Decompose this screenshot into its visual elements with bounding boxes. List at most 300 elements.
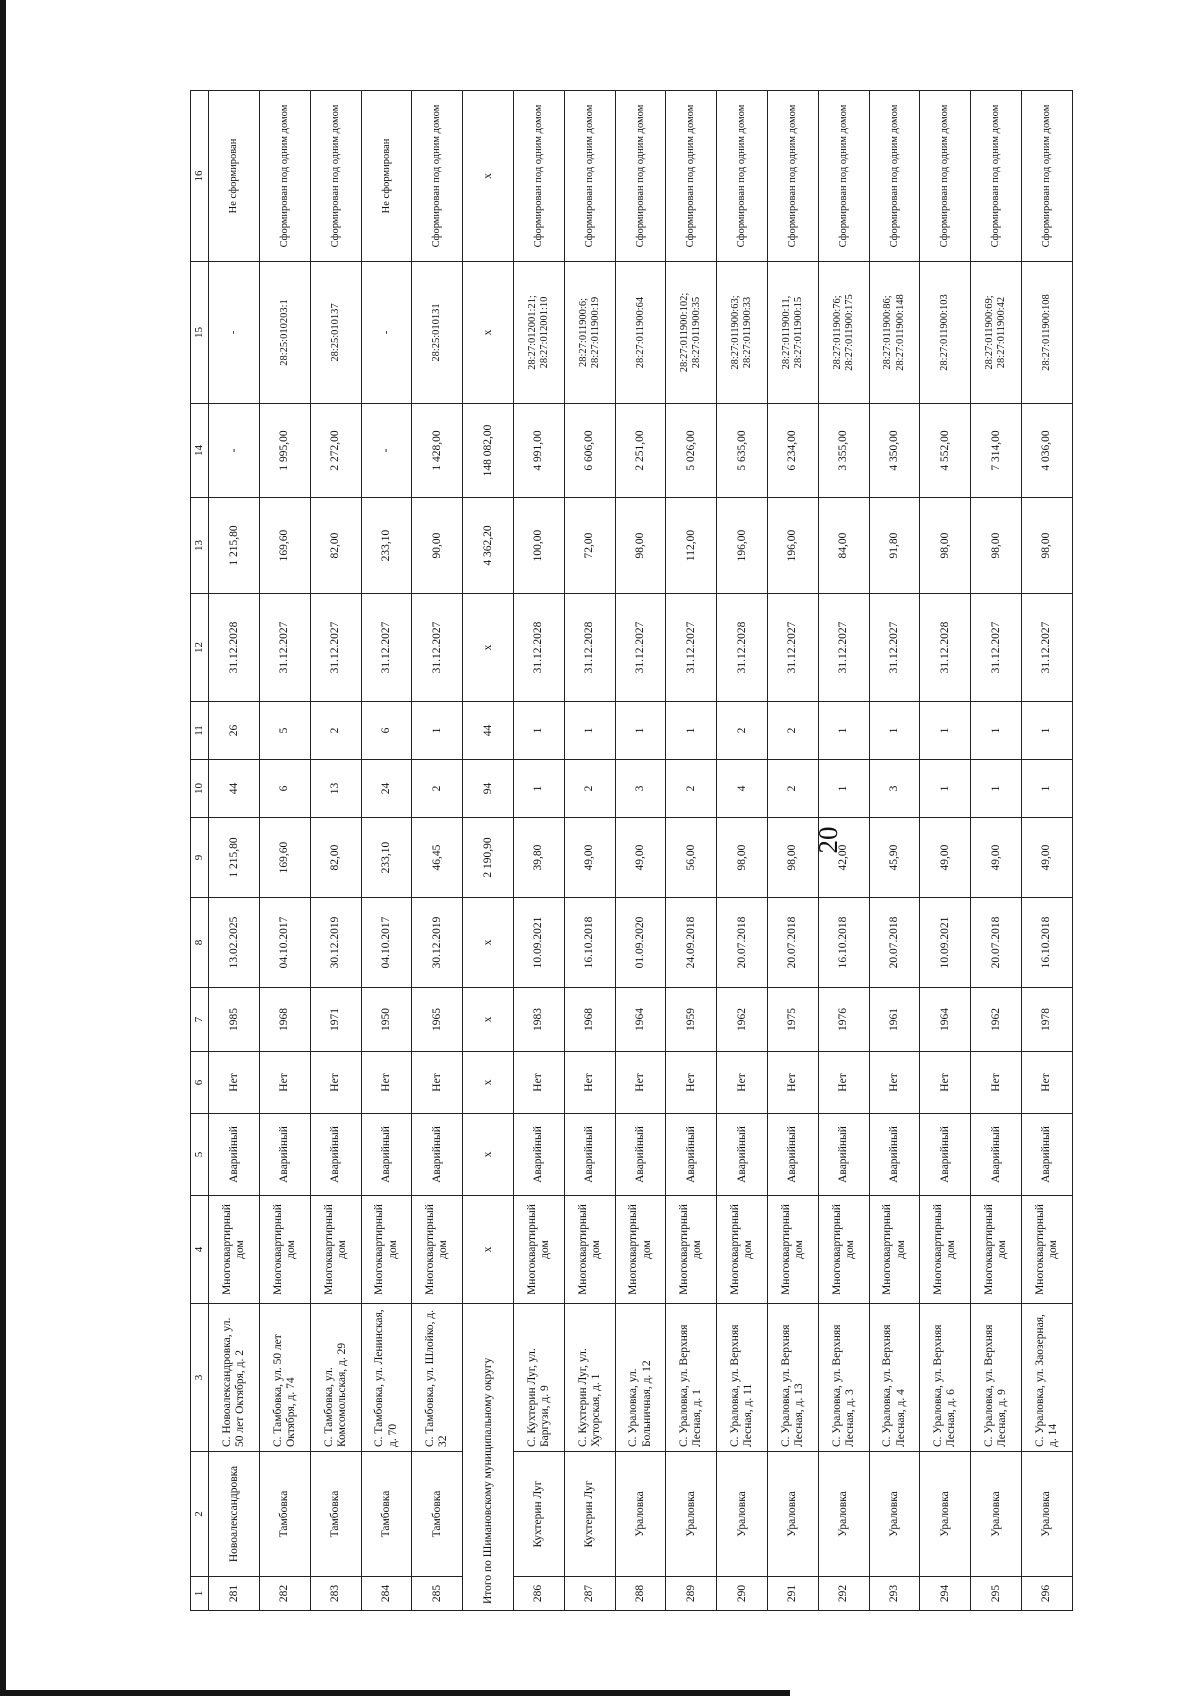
date-cell: 20.07.2018 — [869, 898, 920, 988]
rotated-table-frame — [190, 95, 1073, 1611]
table-row — [615, 91, 666, 1611]
col13-cell: 98,00 — [920, 498, 971, 594]
status-cell: Аварийный — [1022, 1114, 1073, 1196]
subtotal-col16-cell: x — [463, 91, 514, 262]
row-number-cell: 286 — [514, 1577, 565, 1611]
year-cell: 1965 — [412, 988, 463, 1052]
date-cell: 01.09.2020 — [615, 898, 666, 988]
settlement-cell: Ураловка — [869, 1452, 920, 1577]
row-number-cell: 281 — [209, 1577, 260, 1611]
deadline-cell: 31.12.2027 — [615, 594, 666, 702]
address-cell: С. Ураловка, ул. Заозерная, д. 14 — [1022, 1304, 1073, 1452]
address-cell: С. Ураловка, ул. Больничная, д. 12 — [615, 1304, 666, 1452]
row-number-cell: 291 — [768, 1577, 819, 1611]
house-type-cell: Многоквартирный дом — [564, 1196, 615, 1304]
house-type-cell: Многоквартирный дом — [615, 1196, 666, 1304]
column-number-5: 5 — [191, 1114, 209, 1196]
subtotal-col5-cell: x — [463, 1114, 514, 1196]
subtotal-col7-cell: x — [463, 988, 514, 1052]
address-cell: С. Кухтерин Луг, ул. Баргузи, д. 9 — [514, 1304, 565, 1452]
house-type-cell: Многоквартирный дом — [869, 1196, 920, 1304]
settlement-cell: Ураловка — [1022, 1452, 1073, 1577]
col13-cell: 98,00 — [1022, 498, 1073, 594]
area-cell: 98,00 — [768, 818, 819, 898]
subtotal-col11-cell: 44 — [463, 702, 514, 760]
col10-cell: 2 — [564, 760, 615, 818]
subtotal-col6-cell: x — [463, 1052, 514, 1114]
subtotal-label: Итого по Шимановскому муниципальному округу — [463, 1304, 514, 1611]
year-cell: 1968 — [260, 988, 311, 1052]
year-cell: 1962 — [717, 988, 768, 1052]
date-cell: 20.07.2018 — [717, 898, 768, 988]
cadastral-cell: 28:27:011900:102; 28:27:011900:35 — [666, 262, 717, 404]
subtotal-col9-cell: 2 190,90 — [463, 818, 514, 898]
col13-cell: 90,00 — [412, 498, 463, 594]
deadline-cell: 31.12.2027 — [666, 594, 717, 702]
area-cell: 169,60 — [260, 818, 311, 898]
date-cell: 10.09.2021 — [514, 898, 565, 988]
land-area-cell: 4 991,00 — [514, 404, 565, 498]
year-cell: 1978 — [1022, 988, 1073, 1052]
col6-cell: Нет — [717, 1052, 768, 1114]
date-cell: 16.10.2018 — [564, 898, 615, 988]
land-status-cell: Сформирован под одним домом — [920, 91, 971, 262]
cadastral-cell: 28:25:010203:1 — [260, 262, 311, 404]
cadastral-cell: 28:27:011900:108 — [1022, 262, 1073, 404]
col11-cell: 1 — [971, 702, 1022, 760]
row-number-cell: 290 — [717, 1577, 768, 1611]
col6-cell: Нет — [514, 1052, 565, 1114]
address-cell: С. Ураловка, ул. Верхняя Лесная, д. 6 — [920, 1304, 971, 1452]
settlement-cell: Новоалександровка — [209, 1452, 260, 1577]
settlement-cell: Тамбовка — [260, 1452, 311, 1577]
land-area-cell: - — [361, 404, 412, 498]
land-area-cell: 2 272,00 — [310, 404, 361, 498]
deadline-cell: 31.12.2028 — [564, 594, 615, 702]
land-area-cell: 4 036,00 — [1022, 404, 1073, 498]
col6-cell: Нет — [768, 1052, 819, 1114]
date-cell: 04.10.2017 — [260, 898, 311, 988]
address-cell: С. Новоалександровка, ул. 50 лет Октября, д. 2 — [209, 1304, 260, 1452]
col10-cell: 1 — [514, 760, 565, 818]
year-cell: 1985 — [209, 988, 260, 1052]
date-cell: 20.07.2018 — [971, 898, 1022, 988]
settlement-cell: Ураловка — [615, 1452, 666, 1577]
status-cell: Аварийный — [564, 1114, 615, 1196]
col10-cell: 6 — [260, 760, 311, 818]
date-cell: 30.12.2019 — [412, 898, 463, 988]
col11-cell: 5 — [260, 702, 311, 760]
col10-cell: 3 — [615, 760, 666, 818]
house-type-cell: Многоквартирный дом — [717, 1196, 768, 1304]
land-area-cell: 3 355,00 — [818, 404, 869, 498]
column-number-8: 8 — [191, 898, 209, 988]
table-row — [971, 91, 1022, 1611]
house-type-cell: Многоквартирный дом — [310, 1196, 361, 1304]
deadline-cell: 31.12.2027 — [869, 594, 920, 702]
column-number-14: 14 — [191, 404, 209, 498]
address-cell: С. Ураловка, ул. Верхняя Лесная, д. 1 — [666, 1304, 717, 1452]
land-area-cell: 4 350,00 — [869, 404, 920, 498]
col10-cell: 1 — [971, 760, 1022, 818]
col11-cell: 1 — [514, 702, 565, 760]
deadline-cell: 31.12.2028 — [514, 594, 565, 702]
area-cell: 49,00 — [1022, 818, 1073, 898]
land-status-cell: Сформирован под одним домом — [869, 91, 920, 262]
address-cell: С. Тамбовка, ул. Шлойко, д. 32 — [412, 1304, 463, 1452]
status-cell: Аварийный — [514, 1114, 565, 1196]
col6-cell: Нет — [564, 1052, 615, 1114]
status-cell: Аварийный — [971, 1114, 1022, 1196]
col13-cell: 169,60 — [260, 498, 311, 594]
house-type-cell: Многоквартирный дом — [818, 1196, 869, 1304]
header-row — [191, 91, 209, 1611]
subtotal-col13-cell: 4 362,20 — [463, 498, 514, 594]
col10-cell: 13 — [310, 760, 361, 818]
table-row — [209, 91, 260, 1611]
subtotal-row — [463, 91, 514, 1611]
col10-cell: 4 — [717, 760, 768, 818]
col13-cell: 1 215,80 — [209, 498, 260, 594]
date-cell: 30.12.2019 — [310, 898, 361, 988]
land-area-cell: 1 995,00 — [260, 404, 311, 498]
land-area-cell: - — [209, 404, 260, 498]
date-cell: 16.10.2018 — [1022, 898, 1073, 988]
land-area-cell: 6 234,00 — [768, 404, 819, 498]
col6-cell: Нет — [209, 1052, 260, 1114]
address-cell: С. Тамбовка, ул. Ленинская, д. 70 — [361, 1304, 412, 1452]
column-number-10: 10 — [191, 760, 209, 818]
deadline-cell: 31.12.2027 — [361, 594, 412, 702]
col11-cell: 1 — [412, 702, 463, 760]
column-number-12: 12 — [191, 594, 209, 702]
column-number-6: 6 — [191, 1052, 209, 1114]
settlement-cell: Ураловка — [666, 1452, 717, 1577]
deadline-cell: 31.12.2027 — [971, 594, 1022, 702]
date-cell: 04.10.2017 — [361, 898, 412, 988]
col10-cell: 1 — [1022, 760, 1073, 818]
table-row — [920, 91, 971, 1611]
deadline-cell: 31.12.2028 — [209, 594, 260, 702]
settlement-cell: Ураловка — [717, 1452, 768, 1577]
address-cell: С. Ураловка, ул. Верхняя Лесная, д. 9 — [971, 1304, 1022, 1452]
col11-cell: 1 — [564, 702, 615, 760]
land-area-cell: 1 428,00 — [412, 404, 463, 498]
area-cell: 39,80 — [514, 818, 565, 898]
land-area-cell: 2 251,00 — [615, 404, 666, 498]
area-cell: 98,00 — [717, 818, 768, 898]
column-number-13: 13 — [191, 498, 209, 594]
house-type-cell: Многоквартирный дом — [768, 1196, 819, 1304]
year-cell: 1964 — [920, 988, 971, 1052]
col6-cell: Нет — [260, 1052, 311, 1114]
year-cell: 1983 — [514, 988, 565, 1052]
table-row — [514, 91, 565, 1611]
land-status-cell: Сформирован под одним домом — [971, 91, 1022, 262]
address-cell: С. Тамбовка, ул. 50 лет Октября, д. 74 — [260, 1304, 311, 1452]
column-number-9: 9 — [191, 818, 209, 898]
status-cell: Аварийный — [412, 1114, 463, 1196]
land-area-cell: 4 552,00 — [920, 404, 971, 498]
cadastral-cell: 28:27:011900:64 — [615, 262, 666, 404]
cadastral-cell: 28:27:011900:86; 28:27:011900:148 — [869, 262, 920, 404]
area-cell: 233,10 — [361, 818, 412, 898]
col6-cell: Нет — [971, 1052, 1022, 1114]
deadline-cell: 31.12.2027 — [412, 594, 463, 702]
land-area-cell: 7 314,00 — [971, 404, 1022, 498]
area-cell: 45,90 — [869, 818, 920, 898]
col10-cell: 3 — [869, 760, 920, 818]
year-cell: 1971 — [310, 988, 361, 1052]
col11-cell: 2 — [310, 702, 361, 760]
address-cell: С. Ураловка, ул. Верхняя Лесная, д. 11 — [717, 1304, 768, 1452]
table-container — [190, 95, 1073, 1611]
year-cell: 1962 — [971, 988, 1022, 1052]
land-area-cell: 5 635,00 — [717, 404, 768, 498]
status-cell: Аварийный — [260, 1114, 311, 1196]
col13-cell: 196,00 — [768, 498, 819, 594]
date-cell: 24.09.2018 — [666, 898, 717, 988]
column-number-15: 15 — [191, 262, 209, 404]
table-row — [666, 91, 717, 1611]
land-status-cell: Сформирован под одним домом — [514, 91, 565, 262]
land-status-cell: Сформирован под одним домом — [310, 91, 361, 262]
column-number-2: 2 — [191, 1452, 209, 1577]
land-status-cell: Сформирован под одним домом — [666, 91, 717, 262]
land-status-cell: Сформирован под одним домом — [1022, 91, 1073, 262]
col13-cell: 112,00 — [666, 498, 717, 594]
col11-cell: 1 — [818, 702, 869, 760]
deadline-cell: 31.12.2027 — [1022, 594, 1073, 702]
row-number-cell: 295 — [971, 1577, 1022, 1611]
col6-cell: Нет — [615, 1052, 666, 1114]
scan-edge-left — [0, 0, 6, 1696]
area-cell: 49,00 — [971, 818, 1022, 898]
house-type-cell: Многоквартирный дом — [209, 1196, 260, 1304]
subtotal-col10-cell: 94 — [463, 760, 514, 818]
status-cell: Аварийный — [615, 1114, 666, 1196]
col6-cell: Нет — [412, 1052, 463, 1114]
col11-cell: 26 — [209, 702, 260, 760]
col13-cell: 100,00 — [514, 498, 565, 594]
col6-cell: Нет — [818, 1052, 869, 1114]
row-number-cell: 285 — [412, 1577, 463, 1611]
area-cell: 1 215,80 — [209, 818, 260, 898]
house-type-cell: Многоквартирный дом — [1022, 1196, 1073, 1304]
table-row — [869, 91, 920, 1611]
column-number-3: 3 — [191, 1304, 209, 1452]
area-cell: 56,00 — [666, 818, 717, 898]
col13-cell: 98,00 — [971, 498, 1022, 594]
year-cell: 1968 — [564, 988, 615, 1052]
land-status-cell: Сформирован под одним домом — [818, 91, 869, 262]
col10-cell: 24 — [361, 760, 412, 818]
cadastral-cell: - — [209, 262, 260, 404]
house-type-cell: Многоквартирный дом — [361, 1196, 412, 1304]
col10-cell: 2 — [412, 760, 463, 818]
col11-cell: 2 — [717, 702, 768, 760]
subtotal-col14-cell: 148 082,00 — [463, 404, 514, 498]
settlement-cell: Кухтерин Луг — [564, 1452, 615, 1577]
settlement-cell: Кухтерин Луг — [514, 1452, 565, 1577]
house-type-cell: Многоквартирный дом — [514, 1196, 565, 1304]
status-cell: Аварийный — [869, 1114, 920, 1196]
settlement-cell: Тамбовка — [361, 1452, 412, 1577]
cadastral-cell: 28:25:010131 — [412, 262, 463, 404]
date-cell: 13.02.2025 — [209, 898, 260, 988]
table-row — [361, 91, 412, 1611]
col6-cell: Нет — [869, 1052, 920, 1114]
area-cell: 82,00 — [310, 818, 361, 898]
land-status-cell: Не сформирован — [361, 91, 412, 262]
row-number-cell: 287 — [564, 1577, 615, 1611]
row-number-cell: 292 — [818, 1577, 869, 1611]
col10-cell: 2 — [768, 760, 819, 818]
settlement-cell: Тамбовка — [412, 1452, 463, 1577]
table-row — [768, 91, 819, 1611]
col11-cell: 1 — [920, 702, 971, 760]
row-number-cell: 283 — [310, 1577, 361, 1611]
cadastral-cell: 28:27:011900:6; 28:27:011900:19 — [564, 262, 615, 404]
cadastral-cell: 28:27:012001:21; 28:27:012001:10 — [514, 262, 565, 404]
col11-cell: 1 — [666, 702, 717, 760]
column-number-11: 11 — [191, 702, 209, 760]
year-cell: 1950 — [361, 988, 412, 1052]
status-cell: Аварийный — [361, 1114, 412, 1196]
col11-cell: 2 — [768, 702, 819, 760]
subtotal-col12-cell: x — [463, 594, 514, 702]
deadline-cell: 31.12.2027 — [818, 594, 869, 702]
deadline-cell: 31.12.2027 — [768, 594, 819, 702]
col6-cell: Нет — [310, 1052, 361, 1114]
col13-cell: 98,00 — [615, 498, 666, 594]
land-status-cell: Не сформирован — [209, 91, 260, 262]
page-number: 20 — [813, 826, 843, 854]
table-row — [564, 91, 615, 1611]
year-cell: 1976 — [818, 988, 869, 1052]
col11-cell: 6 — [361, 702, 412, 760]
column-number-16: 16 — [191, 91, 209, 262]
col6-cell: Нет — [666, 1052, 717, 1114]
date-cell: 16.10.2018 — [818, 898, 869, 988]
house-type-cell: Многоквартирный дом — [666, 1196, 717, 1304]
deadline-cell: 31.12.2028 — [717, 594, 768, 702]
col13-cell: 233,10 — [361, 498, 412, 594]
year-cell: 1964 — [615, 988, 666, 1052]
land-area-cell: 5 026,00 — [666, 404, 717, 498]
table-row — [310, 91, 361, 1611]
area-cell: 42,00 — [818, 818, 869, 898]
area-cell: 49,00 — [564, 818, 615, 898]
row-number-cell: 293 — [869, 1577, 920, 1611]
deadline-cell: 31.12.2028 — [920, 594, 971, 702]
date-cell: 10.09.2021 — [920, 898, 971, 988]
row-number-cell: 282 — [260, 1577, 311, 1611]
subtotal-col8-cell: x — [463, 898, 514, 988]
deadline-cell: 31.12.2027 — [310, 594, 361, 702]
col13-cell: 82,00 — [310, 498, 361, 594]
address-cell: С. Тамбовка, ул. Комсомольская, д. 29 — [310, 1304, 361, 1452]
table-row — [717, 91, 768, 1611]
col11-cell: 1 — [869, 702, 920, 760]
row-number-cell: 296 — [1022, 1577, 1073, 1611]
settlement-cell: Ураловка — [971, 1452, 1022, 1577]
cadastral-cell: - — [361, 262, 412, 404]
cadastral-cell: 28:25:010137 — [310, 262, 361, 404]
settlement-cell: Ураловка — [768, 1452, 819, 1577]
cadastral-cell: 28:27:011900:76; 28:27:011900:175 — [818, 262, 869, 404]
address-cell: С. Кухтерин Луг, ул. Хуторская, д. 1 — [564, 1304, 615, 1452]
table-body — [191, 91, 1073, 1611]
house-type-cell: Многоквартирный дом — [260, 1196, 311, 1304]
col10-cell: 1 — [920, 760, 971, 818]
cadastral-cell: 28:27:011900:69; 28:27:011900:42 — [971, 262, 1022, 404]
address-cell: С. Ураловка, ул. Верхняя Лесная, д. 13 — [768, 1304, 819, 1452]
housing-table — [190, 90, 1073, 1611]
house-type-cell: Многоквартирный дом — [412, 1196, 463, 1304]
year-cell: 1959 — [666, 988, 717, 1052]
house-type-cell: Многоквартирный дом — [971, 1196, 1022, 1304]
row-number-cell: 289 — [666, 1577, 717, 1611]
column-number-1: 1 — [191, 1577, 209, 1611]
area-cell: 46,45 — [412, 818, 463, 898]
table-row — [412, 91, 463, 1611]
status-cell: Аварийный — [209, 1114, 260, 1196]
col10-cell: 1 — [818, 760, 869, 818]
cadastral-cell: 28:27:011900:11, 28:27:011900:15 — [768, 262, 819, 404]
table-row — [818, 91, 869, 1611]
settlement-cell: Тамбовка — [310, 1452, 361, 1577]
year-cell: 1975 — [768, 988, 819, 1052]
row-number-cell: 288 — [615, 1577, 666, 1611]
col13-cell: 84,00 — [818, 498, 869, 594]
address-cell: С. Ураловка, ул. Верхняя Лесная, д. 3 — [818, 1304, 869, 1452]
land-status-cell: Сформирован под одним домом — [412, 91, 463, 262]
col10-cell: 2 — [666, 760, 717, 818]
col11-cell: 1 — [1022, 702, 1073, 760]
settlement-cell: Ураловка — [818, 1452, 869, 1577]
date-cell: 20.07.2018 — [768, 898, 819, 988]
status-cell: Аварийный — [818, 1114, 869, 1196]
cadastral-cell: 28:27:011900:63; 28:27:011900:33 — [717, 262, 768, 404]
land-status-cell: Сформирован под одним домом — [260, 91, 311, 262]
status-cell: Аварийный — [920, 1114, 971, 1196]
land-status-cell: Сформирован под одним домом — [768, 91, 819, 262]
cadastral-cell: 28:27:011900:103 — [920, 262, 971, 404]
subtotal-col4-cell: x — [463, 1196, 514, 1304]
status-cell: Аварийный — [768, 1114, 819, 1196]
year-cell: 1961 — [869, 988, 920, 1052]
table-row — [260, 91, 311, 1611]
column-number-7: 7 — [191, 988, 209, 1052]
land-status-cell: Сформирован под одним домом — [615, 91, 666, 262]
status-cell: Аварийный — [717, 1114, 768, 1196]
col6-cell: Нет — [361, 1052, 412, 1114]
row-number-cell: 294 — [920, 1577, 971, 1611]
house-type-cell: Многоквартирный дом — [920, 1196, 971, 1304]
address-cell: С. Ураловка, ул. Верхняя Лесная, д. 4 — [869, 1304, 920, 1452]
col10-cell: 44 — [209, 760, 260, 818]
area-cell: 49,00 — [615, 818, 666, 898]
land-area-cell: 6 606,00 — [564, 404, 615, 498]
status-cell: Аварийный — [666, 1114, 717, 1196]
col6-cell: Нет — [1022, 1052, 1073, 1114]
col11-cell: 1 — [615, 702, 666, 760]
col6-cell: Нет — [920, 1052, 971, 1114]
col13-cell: 196,00 — [717, 498, 768, 594]
subtotal-col15-cell: x — [463, 262, 514, 404]
table-row — [1022, 91, 1073, 1611]
